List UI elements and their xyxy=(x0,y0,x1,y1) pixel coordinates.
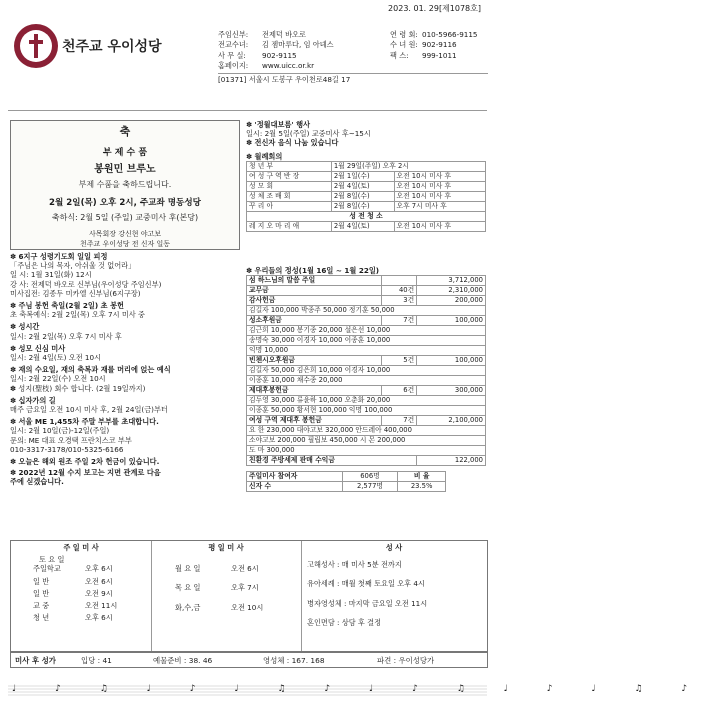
notice-line: 일시: 2월 10일(금)-12일(주일) xyxy=(10,426,110,436)
table-row: 청 년 부 1월 29일(주일) 오후 2시 xyxy=(247,161,486,171)
table-row: 성 모 회 2월 4일(토) 오전 10시 미사 후 xyxy=(247,181,486,191)
sacrament-row: 고해성사 : 매 미사 5분 전까지 xyxy=(307,560,402,570)
sunday-row: 청 년 오후 6시 xyxy=(33,613,113,623)
issue-date: 2023. 01. 29[제1078호] xyxy=(388,4,481,13)
event-line: ✽ 전신자 음식 나눔 있습니다 xyxy=(246,138,339,148)
celebration-line: 부제 수품을 축하드립니다. xyxy=(78,180,172,189)
notice-line: ✽ 성지(聖枝) 회수 합니다. (2월 19일까지) xyxy=(10,383,146,393)
sacrament-title: 성 사 xyxy=(385,543,403,552)
info-value: 010-5966-9115 xyxy=(422,30,478,39)
info-label: 전교수녀: xyxy=(218,40,249,50)
table-row: 여 성 구 역 반 장 2월 1일(수) 오전 10시 미사 후 xyxy=(247,171,486,181)
hymn-offertory: 예물준비 : 38. 46 xyxy=(153,655,213,665)
info-label: 수 녀 원: xyxy=(390,40,418,50)
offerings-section xyxy=(246,266,486,492)
event-line: 일시: 2월 5일(주일) 교중미사 후~15시 xyxy=(246,129,371,139)
notice-line: 강 사: 전제덕 바오로 신부님(우이성당 주임신부) xyxy=(10,279,162,289)
hymn-label: 미사 후 성가 xyxy=(15,655,56,665)
sacraments xyxy=(301,541,487,651)
notice-line: 주에 싣겠습니다. xyxy=(10,477,64,487)
left-notices xyxy=(10,252,240,487)
notice-line: 미사집전: 김종두 미카엘 신부님(6지구장) xyxy=(10,288,141,298)
notice-line: 초 축복예식: 2월 2일(목) 오후 7시 미사 중 xyxy=(10,310,145,320)
sacrament-row: 혼인면담 : 상담 후 결정 xyxy=(307,617,382,627)
celebration-footer: 천주교 우이성당 전 신자 일동 xyxy=(79,240,171,248)
table-row: 이종훈 50,000 황서현 100,000 익명 100,000 xyxy=(247,406,486,416)
info-label: 주임신부: xyxy=(218,30,249,39)
weekday-row: 월 요 일 오전 6시 xyxy=(175,564,259,574)
info-value: 902-9115 xyxy=(262,50,297,60)
divider xyxy=(8,110,487,111)
notice-line: 일시: 2월 2일(목) 오후 7시 미사 후 xyxy=(10,331,122,341)
info-value: 김 젬마루다, 임 아녜스 xyxy=(262,40,334,50)
table-row: 김두영 30,000 류윤하 10,000 오춘화 20,000 xyxy=(247,396,486,406)
weekday-row: 화,수,금 오전 10시 xyxy=(175,602,264,612)
table-row: 요 한 230,000 대야고보 320,000 안드레아 400,000 xyxy=(247,426,486,436)
table-row: 김길자 100,000 박종주 50,000 정기훈 50,000 xyxy=(247,306,486,316)
attendance-table xyxy=(246,471,446,492)
offerings-title: ✽ 우리들의 정성(1월 16일 ~ 1월 22일) xyxy=(246,266,380,275)
weekday-mass xyxy=(151,541,302,651)
info-label: 사 무 실: xyxy=(218,50,246,60)
weekday-row: 목 요 일 오후 7시 xyxy=(175,583,259,593)
deacon-name: 봉원민 브루노 xyxy=(94,164,156,175)
notice-line: 「주님은 나의 목자, 아쉬울 것 없어라」 xyxy=(10,261,136,271)
notice-title: ✽ 오늘은 해외 원조 주일 2차 헌금이 있습니다. xyxy=(10,457,160,467)
sunday-row: 교 중 오전 11시 xyxy=(33,601,118,611)
celebration-box xyxy=(10,120,240,250)
hymn-recession: 파견 : 우이성당가 xyxy=(377,655,435,665)
celebration-title: 축 xyxy=(119,125,131,138)
table-row: 빈첸시오후원금 5건 100,000 xyxy=(247,356,486,366)
church-icon xyxy=(26,34,46,58)
parish-logo xyxy=(14,24,58,68)
sunday-row: 일 반 오전 9시 xyxy=(33,588,113,598)
table-row: 주일미사 참여자 606명 비 율 xyxy=(247,472,446,482)
table-row: 익명 10,000 xyxy=(247,346,486,356)
notice-line: 일시: 2월 22일(수) 오전 10시 xyxy=(10,374,106,384)
notice-line: 010-3317-3178/010-5325-6166 xyxy=(10,444,124,454)
info-value: 999-1011 xyxy=(422,50,457,60)
celebration-footer: 사목회장 강신현 야고보 xyxy=(88,230,162,238)
hymn-communion: 영성체 : 167. 168 xyxy=(263,655,325,665)
table-row: 신자 수 2,577명 23.5% xyxy=(247,482,446,492)
table-row: 성 전 청 소 xyxy=(247,211,486,221)
table-row: 성 체 조 배 회 2월 8일(수) 오전 10시 미사 후 xyxy=(247,191,486,201)
sunday-row: 주일학교 오후 6시 xyxy=(33,564,113,574)
sacrament-row: 병자영성체 : 마지막 금요일 오전 11시 xyxy=(307,598,428,608)
meeting-table xyxy=(246,161,486,232)
music-notes: ♩ ♪ ♫ ♩ ♪ ♩ ♫ ♪ ♩ ♪ ♫ ♩ ♪ ♩ ♫ ♪ xyxy=(12,684,705,694)
info-label: 팩 스: xyxy=(390,50,409,60)
table-row: 레 지 오 마 리 애 2월 4일(토) 오전 10시 미사 후 xyxy=(247,221,486,231)
notice-title: ✽ 성시간 xyxy=(10,322,40,332)
table-row: 교무금 40건 2,310,000 xyxy=(247,286,486,296)
notice-line: 일시: 2월 4일(토) 오전 10시 xyxy=(10,353,102,363)
notice-title: ✽ 재의 수요일, 재의 축복과 재를 머리에 얹는 예식 xyxy=(10,365,171,375)
table-row: 이종훈 10,000 채수종 20,000 xyxy=(247,376,486,386)
hymn-bar xyxy=(10,652,488,668)
info-value: 전제덕 바오로 xyxy=(262,30,306,39)
table-row: 도 마 300,000 xyxy=(247,446,486,456)
homepage-link[interactable]: www.uicc.or.kr xyxy=(262,60,315,70)
info-label: 홈페이지: xyxy=(218,60,249,70)
sunday-mass xyxy=(11,541,152,651)
sacrament-row: 유아세례 : 매월 첫째 토요일 오후 4시 xyxy=(307,579,425,589)
meeting-title: ✽ 월례회의 xyxy=(246,151,283,161)
music-staff xyxy=(8,683,705,699)
sunday-title: 주 일 미 사 xyxy=(63,543,99,552)
celebration-line: 부 제 수 품 xyxy=(102,148,148,158)
info-label: 연 령 회: xyxy=(390,30,418,39)
table-row: 감사헌금 3건 200,000 xyxy=(247,296,486,306)
table-row: 섬 하느님의 말씀 주일 3,712,000 xyxy=(247,276,486,286)
table-row: 김길자 50,000 김은희 10,000 이경자 10,000 xyxy=(247,366,486,376)
notice-title: ✽ 6지구 성령기도회 일일 피정 xyxy=(10,252,108,261)
event-title: ✽ '정월대보름' 행사 xyxy=(246,120,311,129)
notice-title: ✽ 십자가의 길 xyxy=(10,395,56,405)
table-row: 친환경 주방세제 판매 수익금 122,000 xyxy=(247,456,486,466)
table-row: 성소후원금 7건 100,000 xyxy=(247,316,486,326)
notice-line: 문의: ME 대표 오경택 프란치스코 부부 xyxy=(10,435,132,445)
table-row: 김근희 10,000 봉기종 20,000 설은선 10,000 xyxy=(247,326,486,336)
notice-title: ✽ 성모 신심 미사 xyxy=(10,343,66,353)
ordination-date: 2월 2일(목) 오후 2시, 주교좌 명동성당 xyxy=(49,198,201,208)
address: [01371] 서울시 도봉구 우이천로48길 17 xyxy=(218,75,351,85)
table-row: 송명숙 30,000 이경자 10,000 이종훈 10,000 xyxy=(247,336,486,346)
notice-line: 매주 금요일 오전 10시 미사 후, 2월 24일(금)부터 xyxy=(10,405,168,415)
notice-title: ✽ 2022년 12월 수지 보고는 지면 관계로 다음 xyxy=(10,468,161,478)
info-value: 902-9116 xyxy=(422,40,457,50)
table-row: 제대후봉헌금 6건 300,000 xyxy=(247,386,486,396)
offerings-table xyxy=(246,275,486,466)
sunday-row: 토 요 일 xyxy=(39,555,65,565)
notice-title: ✽ 서울 ME 1,455차 주말 부부를 초대합니다. xyxy=(10,417,159,427)
table-row: 꾸 리 아 2월 8일(수) 오후 7시 미사 후 xyxy=(247,201,486,211)
table-row: 소야고보 200,000 필립보 450,000 시 몬 200,000 xyxy=(247,436,486,446)
contact-info xyxy=(218,30,488,85)
sunday-row: 일 반 오전 6시 xyxy=(33,576,113,586)
right-column xyxy=(246,120,486,232)
notice-title: ✽ 주님 봉헌 축일(2월 2일) 초 봉헌 xyxy=(10,301,124,311)
parish-name: 천주교 우이성당 xyxy=(62,39,162,55)
weekday-title: 평 일 미 사 xyxy=(208,543,244,552)
table-row: 여성 구역 제대후 봉헌금 7건 2,100,000 xyxy=(247,416,486,426)
mass-schedule xyxy=(10,540,488,652)
hymn-entrance: 입당 : 41 xyxy=(81,655,112,665)
celebration-mass: 축하식: 2월 5일 (주일) 교중미사 후(본당) xyxy=(51,213,199,222)
notice-line: 일 시: 1월 31일(화) 12시 xyxy=(10,270,92,280)
